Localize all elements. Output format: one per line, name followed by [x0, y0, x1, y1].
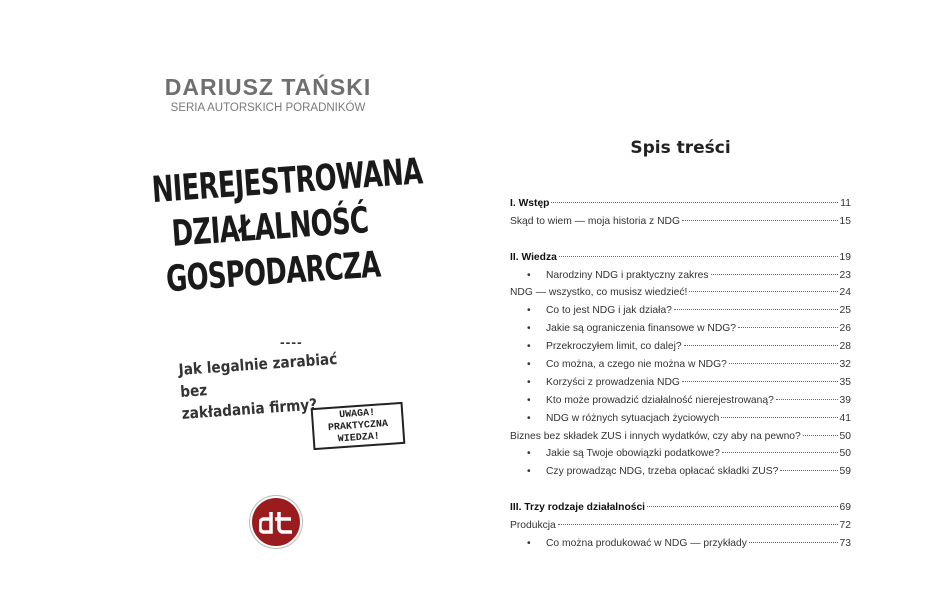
bullet-icon: • [527, 359, 531, 371]
title-line: GOSPODARCZA [164, 244, 382, 301]
dot-leader [682, 220, 838, 221]
dot-leader [803, 435, 838, 436]
toc-entry[interactable] [510, 392, 851, 410]
bullet-icon: • [527, 269, 531, 281]
bullet-icon: • [527, 376, 531, 388]
dot-leader [674, 309, 838, 310]
toc-entry[interactable] [510, 374, 851, 392]
toc-entry-label: Skąd to wiem — moja historia z NDG [510, 215, 680, 227]
toc-entry[interactable] [510, 249, 851, 267]
toc-entry[interactable] [510, 445, 851, 463]
toc-entry[interactable] [510, 267, 851, 285]
dot-leader [682, 381, 838, 382]
toc-entry-label: III. Trzy rodzaje działalności [510, 502, 646, 514]
toc-entry-label: NDG — wszystko, co musisz wiedzieć! [510, 287, 688, 299]
dot-leader [729, 363, 838, 364]
toc-entry-label: Co można produkować w NDG — przykłady [546, 537, 747, 549]
dot-leader [647, 506, 837, 507]
toc-entry-label: Biznes bez składek ZUS i innych wydatków, czy aby na pewno? [510, 430, 801, 442]
title-line: DZIAŁALNOŚĆ [170, 200, 370, 255]
stamp [311, 402, 406, 450]
toc-entry-page: 32 [839, 359, 851, 371]
stamp-line: UWAGA! [338, 407, 376, 422]
toc-entry[interactable] [510, 302, 851, 320]
author-name: DARIUSZ TAŃSKI [164, 74, 372, 100]
toc-entry[interactable] [510, 320, 851, 338]
separator: ---- [280, 334, 303, 350]
toc-entry-page: 35 [839, 376, 851, 388]
toc-entry-label: Korzyści z prowadzenia NDG [546, 376, 680, 388]
toc-entry-label: Jakie są Twoje obowiązki podatkowe? [546, 448, 720, 460]
subtitle-line: zakładania firmy? [181, 395, 318, 423]
toc-spacer [510, 231, 851, 249]
toc-entry[interactable] [510, 195, 851, 213]
stamp-line: WIEDZA! [337, 431, 381, 446]
toc-entry-page: 50 [839, 448, 851, 460]
bullet-icon: • [527, 305, 531, 317]
toc-entry-label: II. Wiedza [510, 251, 557, 263]
toc-entry-page: 19 [839, 251, 851, 263]
toc-entry-page: 39 [839, 394, 851, 406]
toc-entry-label: Jakie są ograniczenia finansowe w NDG? [546, 323, 737, 335]
bullet-icon: • [527, 466, 531, 478]
toc-entry-page: 26 [839, 323, 851, 335]
dot-leader [711, 274, 838, 275]
toc-title: Spis treści [630, 138, 731, 158]
toc-entry[interactable] [510, 284, 851, 302]
dot-leader [738, 327, 838, 328]
toc-entry-page: 72 [839, 520, 851, 532]
toc-list [510, 195, 851, 553]
toc-entry[interactable] [510, 356, 851, 374]
dot-leader [689, 291, 837, 292]
series-name: SERIA AUTORSKICH PORADNIKÓW [170, 102, 366, 114]
toc-entry-page: 24 [839, 287, 851, 299]
stamp-line: PRAKTYCZNA [327, 418, 389, 435]
toc-entry-page: 11 [840, 198, 851, 209]
toc-entry-page: 50 [839, 430, 851, 442]
toc-entry-page: 69 [839, 502, 851, 514]
dot-leader [749, 542, 838, 543]
dot-leader [558, 524, 838, 525]
dot-leader [684, 345, 838, 346]
toc-entry[interactable] [510, 499, 851, 517]
toc-entry[interactable] [510, 428, 851, 446]
toc-entry-page: 73 [839, 537, 851, 549]
toc-entry-page: 15 [839, 215, 851, 227]
toc-entry-page: 59 [839, 466, 851, 478]
bullet-icon: • [527, 323, 531, 335]
dt-logo-icon [259, 510, 293, 534]
book-title [106, 149, 435, 306]
bullet-icon: • [527, 394, 531, 406]
toc-entry-page: 25 [839, 305, 851, 317]
toc-entry-label: Czy prowadząc NDG, trzeba opłacać składki ZUS? [546, 466, 779, 478]
toc-entry[interactable] [510, 535, 851, 553]
dot-leader [722, 452, 838, 453]
toc-entry-label: Przekroczyłem limit, co dalej? [546, 341, 682, 353]
toc-entry-label: NDG w różnych sytuacjach życiowych [546, 412, 720, 424]
toc-page [471, 0, 942, 591]
toc-entry[interactable] [510, 463, 851, 481]
dot-leader [721, 417, 837, 418]
toc-entry-page: 28 [839, 341, 851, 353]
toc-entry[interactable] [510, 338, 851, 356]
bullet-icon: • [527, 341, 531, 353]
toc-entry[interactable] [510, 517, 851, 535]
publisher-logo [250, 496, 302, 548]
dot-leader [559, 256, 838, 257]
dot-leader [551, 202, 838, 203]
toc-entry-label: Narodziny NDG i praktyczny zakres [546, 269, 709, 281]
bullet-icon: • [527, 448, 531, 460]
toc-entry[interactable] [510, 213, 851, 231]
toc-entry-label: Produkcja [510, 520, 556, 532]
dot-leader [776, 399, 838, 400]
toc-spacer [510, 481, 851, 499]
bullet-icon: • [527, 412, 531, 424]
toc-entry-label: Co to jest NDG i jak działa? [546, 305, 672, 317]
toc-entry-page: 23 [839, 269, 851, 281]
toc-entry-label: Kto może prowadzić działalność nierejestrowaną? [546, 394, 774, 406]
subtitle-line: Jak legalnie zarabiać bez [178, 349, 338, 401]
toc-entry-page: 41 [839, 412, 851, 424]
dot-leader [780, 470, 837, 471]
toc-entry-label: Co można, a czego nie można w NDG? [546, 359, 727, 371]
title-line: NIEREJESTROWANA [150, 151, 424, 212]
toc-entry-label: I. Wstęp [510, 198, 550, 209]
bullet-icon: • [527, 537, 531, 549]
toc-entry[interactable] [510, 410, 851, 428]
